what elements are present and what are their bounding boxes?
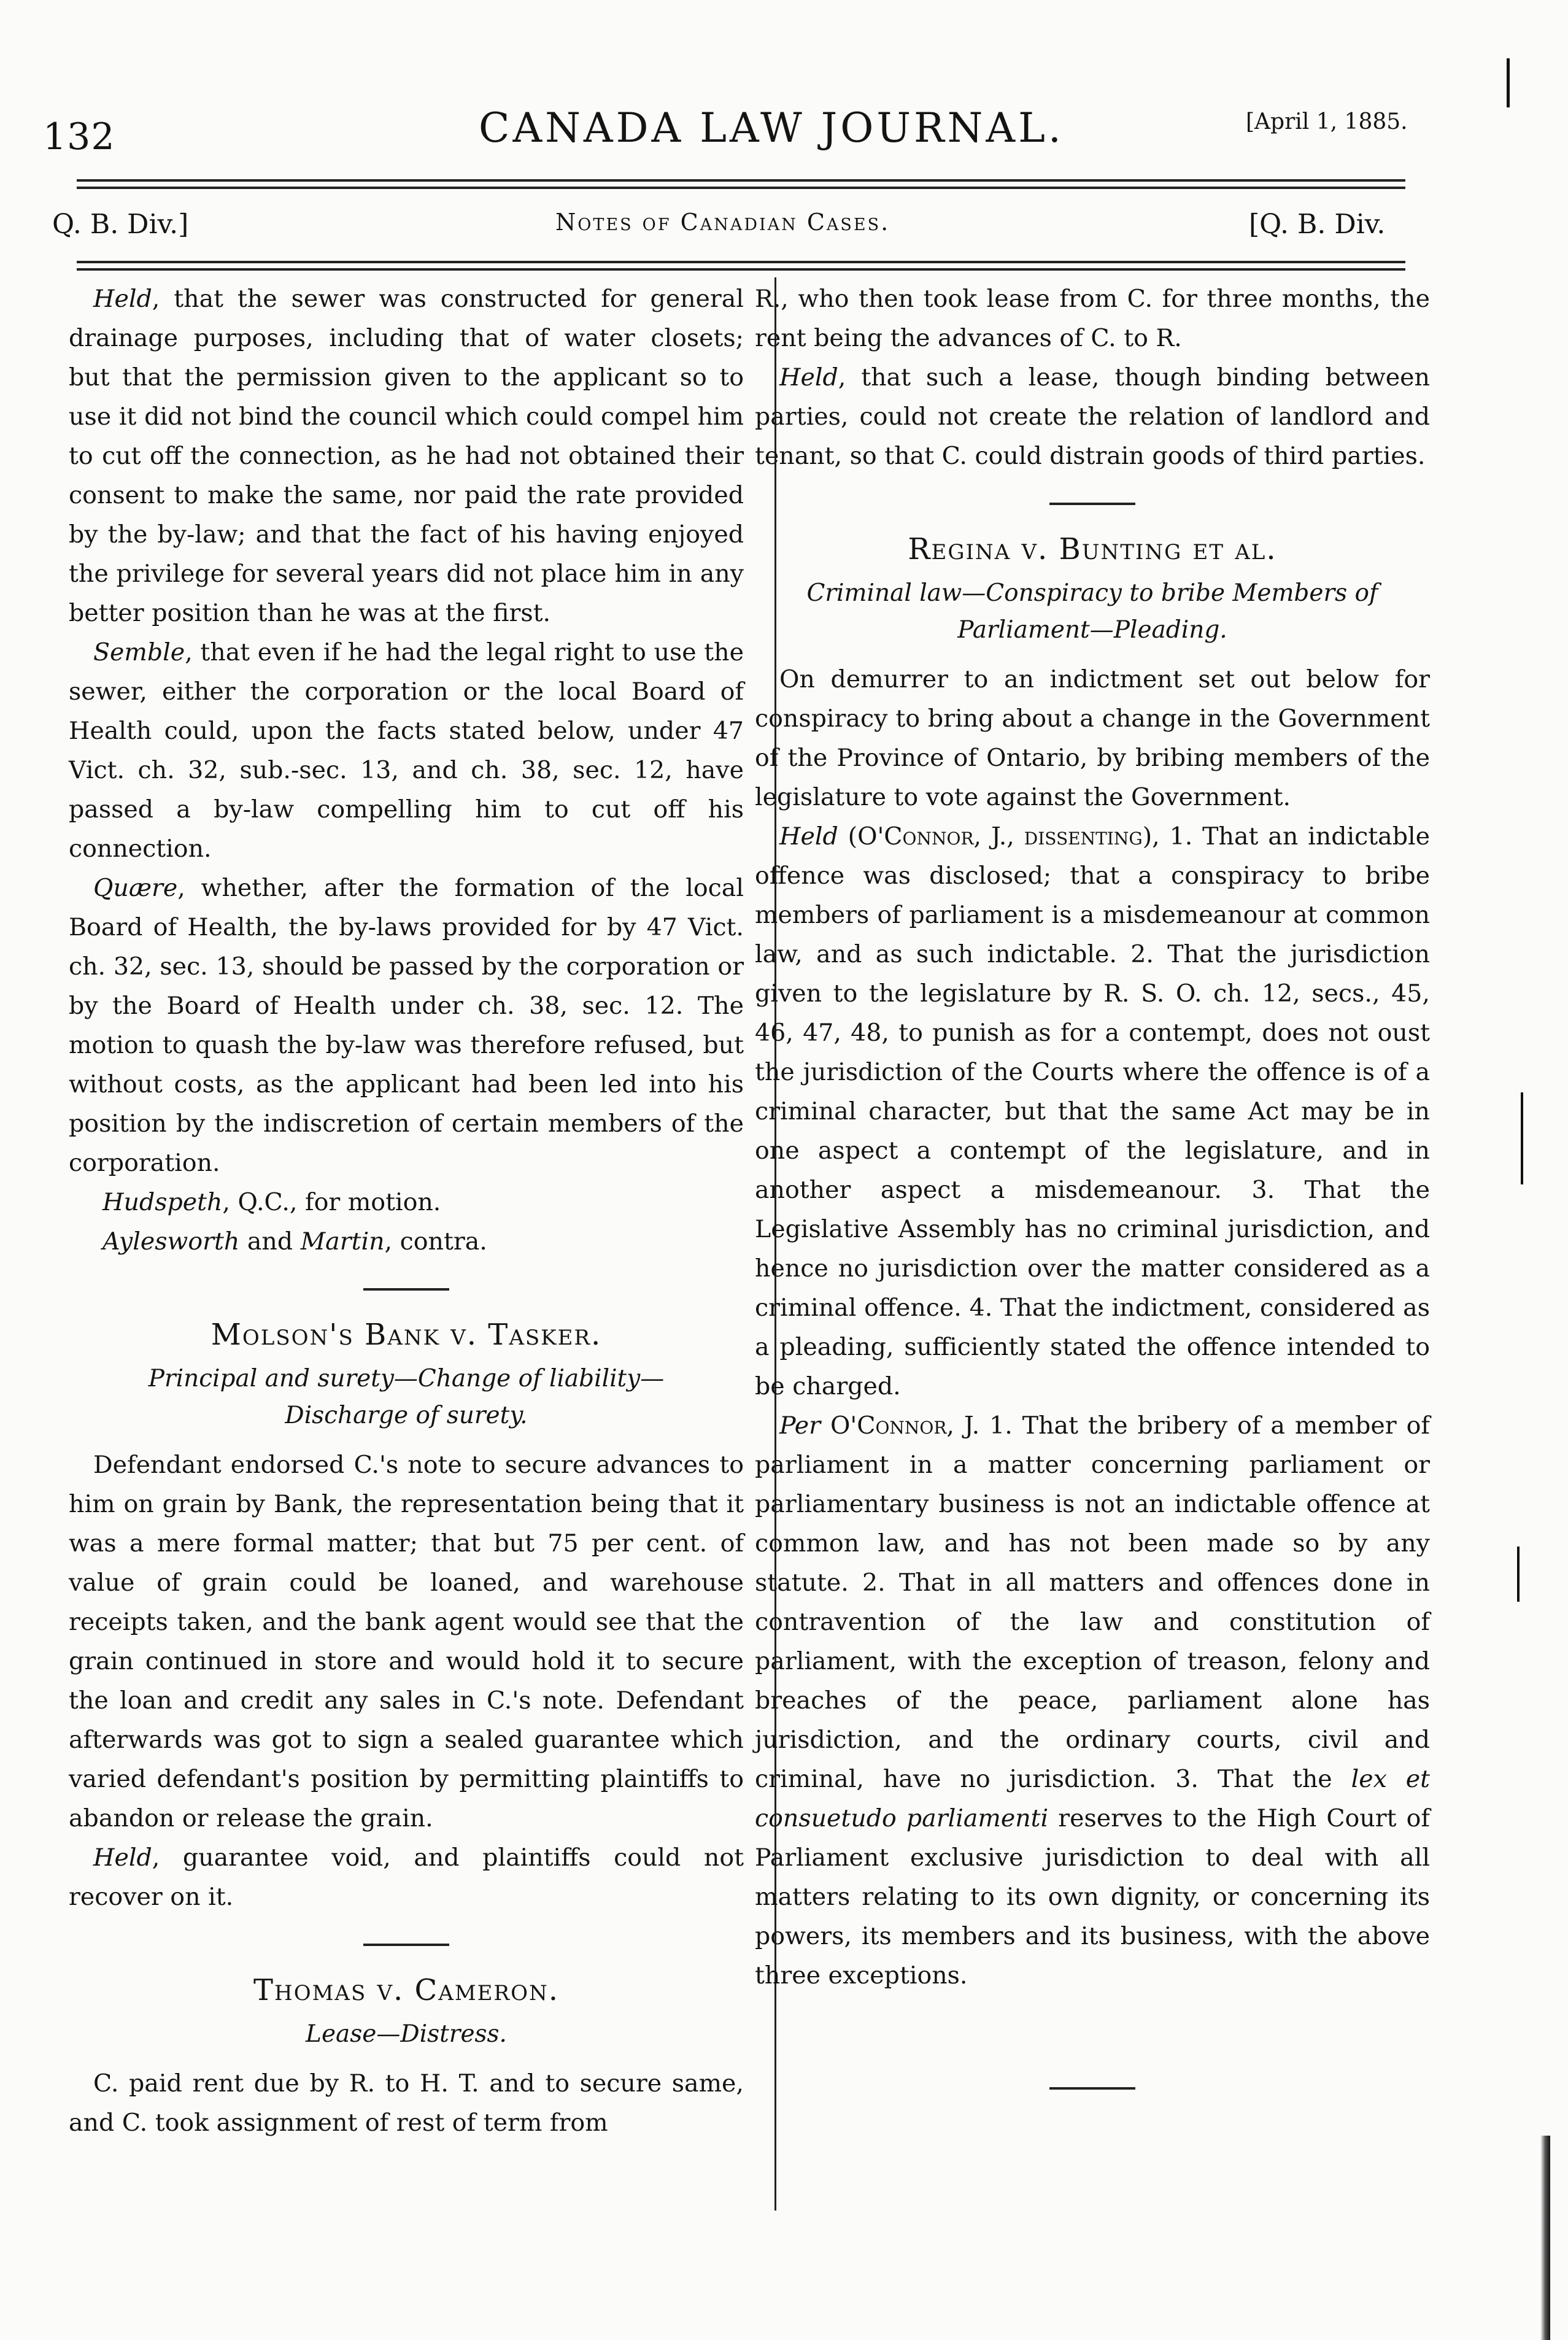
subheader-rule-bottom: [77, 268, 1405, 271]
held-text: , that the sewer was constructed for general drainage purposes, including that of water closets; but that the permission given to the applicant so to use it did not bind the council which could compel him to cut off the connection, as he had not obtained their consent to make the same, nor paid the rate provided by the by-law; and that the fact of his having enjoyed the privilege for several years did not place him in any better position than he was at the first.: [69, 285, 744, 627]
held-paragraph: [755, 358, 1430, 476]
case-subtitle: Criminal law—Conspiracy to bribe Members of Parliament—Pleading.: [806, 579, 1378, 644]
counsel-name: Hudspeth: [102, 1188, 223, 1216]
held-label: Held: [779, 822, 838, 851]
semble-label: Semble: [93, 638, 185, 666]
per-judge: O'Connor, J.: [821, 1411, 990, 1440]
case-subtitle: Principal and surety—Change of liability—Discharge of surety.: [148, 1365, 665, 1429]
scan-mark: [1517, 1546, 1520, 1602]
counsel-line-2: [69, 1222, 744, 1261]
counsel-role: , contra.: [384, 1227, 487, 1256]
section-separator: [363, 1944, 449, 1946]
left-column: [69, 279, 744, 2142]
running-head-right: [Q. B. Div.: [1249, 209, 1386, 240]
held-text: , that such a lease, though binding between parties, could not create the relation of landlord and tenant, so that C. could distrain goods of third parties.: [755, 363, 1430, 470]
case-title: Molson's Bank v. Tasker.: [210, 1318, 602, 1352]
quaere-text: , whether, after the formation of the local Board of Health, the by-laws provided for by 47 Vict. ch. 32, sec. 13, should be passed by the corporation or by the Board of Health under ch. 38, sec. 12. The motion to quash the by-law was therefore refused, but without costs, as the applicant had been led into his position by the indiscretion of certain members of the corporation.: [69, 874, 744, 1177]
counsel-role: , Q.C., for motion.: [222, 1188, 441, 1216]
issue-date: [April 1, 1885.: [1246, 109, 1408, 134]
scan-mark: [1507, 58, 1510, 107]
subheader-rule-top: [77, 261, 1405, 263]
section-separator: [1049, 503, 1135, 505]
per-text: 1. That the bribery of a member of parliament in a matter concerning parliament or parliamentary business is not an indictable offence at common law, and has not been made so by any statute. 2. That in all matters and offences done in contravention of the law and constitution of parliament, with the exception of treason, felony and breaches of the peace, parliament alone has jurisdiction, and the ordinary courts, civil and criminal, have no jurisdiction. 3. That the: [755, 1411, 1430, 1793]
held-label: Held: [93, 1844, 152, 1872]
semble-paragraph: [69, 633, 744, 868]
semble-text: , that even if he had the legal right to use the sewer, either the corporation or the local Board of Health could, upon the facts stated below, under 47 Vict. ch. 32, sub.-sec. 13, and ch. 38, sec. 12, have passed a by-law compelling him to cut off his connection.: [69, 638, 744, 863]
counsel-line-1: [69, 1183, 744, 1222]
case-paragraph: On demurrer to an indictment set out below for conspiracy to bring about a change in the Government of the Province of Ontario, by bribing members of the legislature to vote against the Government.: [755, 665, 1430, 811]
held-paragraph: [755, 817, 1430, 1406]
journal-title: CANADA LAW JOURNAL.: [479, 104, 1064, 152]
per-paragraph: [755, 1406, 1430, 1995]
page-number: 132: [43, 115, 115, 158]
held-paragraph: [69, 1838, 744, 1917]
per-label: Per: [779, 1411, 821, 1440]
right-column: [755, 279, 1430, 2114]
running-head-left: Q. B. Div.]: [52, 209, 189, 240]
case-paragraph: C. paid rent due by R. to H. T. and to secure same, and C. took assignment of rest of term from: [69, 2069, 744, 2137]
case-title: Thomas v. Cameron.: [253, 1973, 559, 2007]
case-subtitle: Lease—Distress.: [306, 2020, 507, 2048]
counsel-name: Aylesworth: [102, 1227, 240, 1256]
held-label: Held: [779, 363, 838, 392]
quaere-paragraph: [69, 868, 744, 1183]
held-judge: (O'Connor, J., dissenting),: [838, 822, 1170, 851]
header-rule-top: [77, 179, 1405, 182]
counsel-block: [69, 1183, 744, 1261]
quaere-label: Quære: [93, 874, 178, 902]
held-text: , guarantee void, and plaintiffs could not recover on it.: [69, 1844, 744, 1911]
section-separator: [1049, 2087, 1135, 2090]
case-paragraph: Defendant endorsed C.'s note to secure advances to him on grain by Bank, the representation being that it was a mere formal matter; that but 75 per cent. of value of grain could be loaned, and warehouse receipts taken, and the bank agent would see that the grain continued in store and would hold it to secure the loan and credit any sales in C.'s note. Defendant afterwards was got to sign a sealed guarantee which varied defendant's position by permitting plaintiffs to abandon or release the grain.: [69, 1451, 744, 1832]
continued-paragraph: R., who then took lease from C. for three months, the rent being the advances of C. to R.: [755, 285, 1430, 352]
held-text: 1. That an indictable offence was disclosed; that a conspiracy to bribe members of parliament is a misdemeanour at common law, and as such indictable. 2. That the jurisdiction given to the legislature by R. S. O. ch. 12, secs., 45, 46, 47, 48, to punish as for a contempt, does not oust the jurisdiction of the Courts where the offence is of a criminal character, but that the same Act may be in one aspect a contempt of the legislature, and in another aspect a misdemeanour. 3. That the Legislative Assembly has no criminal jurisdiction, and hence no jurisdiction over the matter considered as a criminal offence. 4. That the indictment, considered as a pleading, sufficiently stated the offence intended to be charged.: [755, 822, 1430, 1400]
per-text: reserves to the High Court of Parliament exclusive jurisdiction to deal with all matters relating to its own dignity, or concerning its powers, its members and its business, with the above three exceptions.: [755, 1804, 1430, 1990]
held-label: Held: [93, 285, 152, 313]
counsel-name: Martin: [300, 1227, 385, 1256]
page-edge-shadow: [1540, 2136, 1550, 2340]
scan-mark: [1521, 1092, 1523, 1184]
header-rule-bottom: [77, 187, 1405, 189]
held-paragraph: [69, 279, 744, 633]
latin-phrase: lex et consuetudo parliamenti: [755, 1765, 1431, 1832]
counsel-and: and: [239, 1227, 301, 1256]
running-head-center: Notes of Canadian Cases.: [555, 209, 890, 236]
section-separator: [363, 1288, 449, 1291]
case-title: Regina v. Bunting et al.: [908, 532, 1277, 566]
